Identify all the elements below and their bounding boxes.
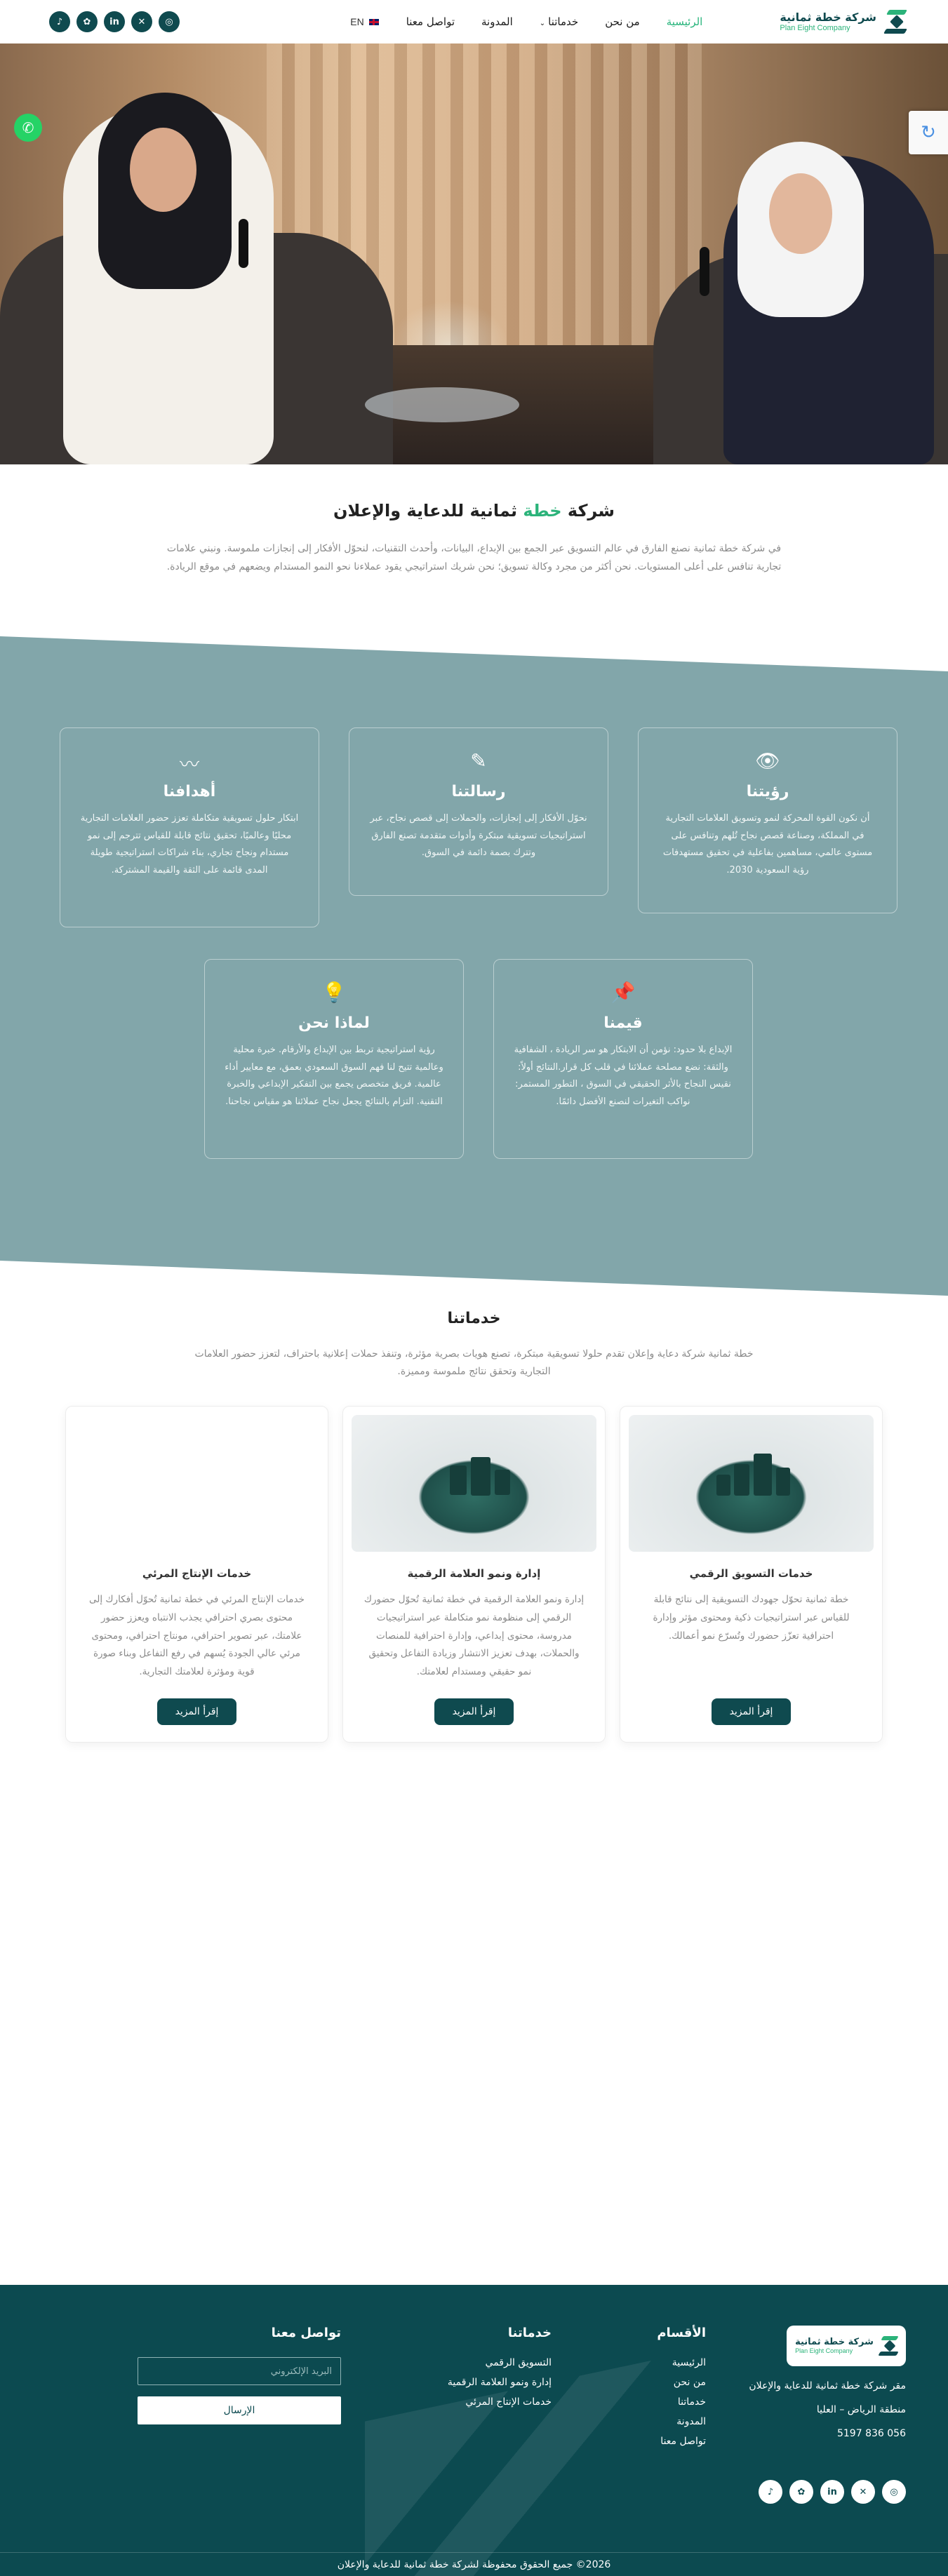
whatsapp-icon[interactable]: ✆ [14,114,42,142]
nav-contact[interactable]: تواصل معنا [406,15,455,28]
email-field[interactable] [138,2357,341,2385]
x-icon[interactable]: ✕ [131,11,152,32]
nav-blog[interactable]: المدونة [481,15,513,28]
services-section [0,1296,948,2285]
pen-icon: ✎ [470,749,487,772]
site-footer [0,2285,948,2576]
logo-mark [882,8,906,35]
footer-brand [688,2326,906,2504]
value-card-text: ابتكار حلول تسويقية متكاملة تعزز حضور العلامات التجارية محليًا وعالميًا، تحقيق نتائج قابلة للقياس تترجم إلى نمو مستدام ونجاح تجاري، بناء شراكات استراتيجية طويلة المدى قائمة على الثقة والقيمة المشتركة. [80,813,299,876]
nav-services[interactable] [540,15,578,28]
service-title: إدارة ونمو العلامة الرقمية [407,1567,541,1581]
logo-arabic-text: شركة خطة ثمانية [795,2336,874,2347]
growth-icon: 〰 [179,753,199,776]
read-more-button[interactable]: إقرأ المزيد [712,1698,792,1725]
logo-english-text: Plan Eight Company [795,2347,853,2355]
value-card-text: رؤية استراتيجية تربط بين الإبداع والأرقام. خبرة محلية وعالمية تتيح لنا فهم السوق السعودي بعمق، مع معايير أداء عالمية. فريق متخصص يجمع بين التفكير الإبداعي والخبرة التقنية. التزام بالنتائج يجعل نجاح عملائنا هو مقياس نجاحنا. [225,1045,443,1108]
eye-icon: 👁 [755,749,780,772]
service-image [74,1415,319,1552]
read-more-button[interactable]: إقرأ المزيد [157,1698,237,1725]
intro-title-accent: خطة [523,501,562,521]
nav-about[interactable]: من نحن [605,15,640,28]
uk-flag-icon [368,18,380,26]
intro-section [0,464,948,640]
footer-socials [688,2480,906,2504]
value-card-title: رسالتنا [451,783,506,800]
footer-phone[interactable]: 056 836 5197 [836,2428,906,2439]
footer-district: منطقة الرياض – العليا [816,2404,906,2415]
service-card [342,1406,606,1743]
footer-sections [552,2326,706,2504]
service-image [629,1415,874,1552]
footer-link[interactable]: خدماتنا [677,2396,706,2408]
logo-mark [878,2335,897,2357]
site-logo[interactable] [780,8,906,35]
tiktok-icon[interactable]: ♪ [49,11,70,32]
value-card-text: نحوّل الأفكار إلى إنجازات، والحملات إلى قصص نجاح، عبر استراتيجيات تسويقية مبتكرة وأدوات متقدمة تصنع الفارق وتترك بصمة دائمة في السوق. [370,813,587,859]
logo-english-text: Plan Eight Company [780,24,850,32]
footer-link[interactable]: تواصل معنا [660,2436,706,2447]
linkedin-icon[interactable]: in [820,2480,844,2504]
service-image [352,1415,596,1552]
footer-sections-title: الأقسام [657,2326,706,2340]
linkedin-icon[interactable]: in [104,11,125,32]
service-text: خطة ثمانية تحوّل جهودك التسويقية إلى نتائج قابلة للقياس عبر استراتيجيات ذكية ومحتوى مؤثر وإدارة احترافية تعزّز حضورك وتُسرّع نمو أعمالك. [653,1594,850,1642]
service-title: خدمات التسويق الرقمي [689,1567,813,1581]
footer-link[interactable]: المدونة [676,2416,706,2427]
service-card [65,1406,328,1743]
tiktok-icon[interactable]: ♪ [759,2480,782,2504]
service-title: خدمات الإنتاج المرئي [142,1567,252,1581]
intro-text: في شركة خطة ثمانية نصنع الفارق في عالم التسويق عبر الجمع بين الإبداع، البيانات، وأحدث التقنيات، لنحوّل الأفكار إلى إنجازات ملموسة. ونبني علامات تجارية تنافس على أعلى المستويات. نحن أكثر من مجرد وكالة تسويق؛ نحن شريك استراتيجي يقود عملاءنا نحو النمو المستدام ويضعهم في موقع الريادة. [166,543,782,572]
nav-home[interactable]: الرئيسية [666,15,703,28]
hero-image [0,43,948,464]
instagram-icon[interactable]: ◎ [882,2480,906,2504]
values-band [0,636,948,1296]
x-icon[interactable]: ✕ [851,2480,875,2504]
value-card-title: لماذا نحن [298,1014,370,1032]
intro-title [0,501,948,521]
lang-label: EN [350,16,364,27]
footer-link[interactable]: من نحن [673,2377,706,2388]
footer-contact [138,2326,341,2504]
footer-link[interactable]: الرئيسية [672,2357,706,2368]
site-header [0,0,948,43]
language-switch[interactable] [350,16,379,27]
value-card-values [493,959,753,1159]
service-text: إدارة ونمو العلامة الرقمية في خطة ثمانية تُحوّل حضورك الرقمي إلى منظومة نمو متكاملة عبر استراتيجيات مدروسة، محتوى إبداعي، وإدارة احترافية للمنصات والحملات، بهدف تعزيز الانتشار وزيادة التفاعل وتحقيق نمو حقيقي ومستدام لعلامتك. [363,1594,585,1677]
pin-icon: 📌 [610,981,636,1004]
main-nav [180,15,752,28]
instagram-icon[interactable]: ◎ [159,11,180,32]
footer-contact-title: تواصل معنا [271,2326,341,2340]
value-card-vision [638,727,897,913]
footer-services-title: خدماتنا [507,2326,552,2340]
intro-title-part: شركة [567,501,615,521]
value-card-mission [349,727,608,896]
recaptcha-badge-icon: ↻ [909,111,948,154]
send-button[interactable]: الإرسال [138,2396,341,2424]
copyright: 2026© جميع الحقوق محفوظة لشركة خطة ثمانية للدعاية والإعلان [0,2552,948,2576]
value-card-why-us [204,959,464,1159]
footer-link[interactable]: التسويق الرقمي [485,2357,552,2368]
service-card [620,1406,883,1743]
footer-link[interactable]: إدارة ونمو العلامة الرقمية [447,2377,552,2388]
value-card-text: الإبداع بلا حدود: نؤمن أن الابتكار هو سر الريادة ، الشفافية والثقة: نضع مصلحة عملائنا في قلب كل قرار.النتائج أولاً: نقيس النجاح بالأثر الحقيقي في السوق ، التطور المستمر: نواكب التغيرات لنصنع الأفضل دائمًا. [514,1045,733,1108]
header-socials [49,11,180,32]
chevron-down-icon: ⌄ [539,20,546,27]
footer-logo[interactable] [787,2326,906,2366]
services-title: خدماتنا [447,1310,501,1327]
value-card-title: أهدافنا [163,783,216,800]
snapchat-icon[interactable]: ✿ [76,11,98,32]
value-card-title: رؤيتنا [746,783,789,800]
footer-address: مقر شركة خطة ثمانية للدعاية والإعلان [749,2380,906,2391]
footer-services [383,2326,552,2504]
value-card-text: أن نكون القوة المحركة لنمو وتسويق العلامات التجارية في المملكة، وصناعة قصص نجاح تُلهم وتنافس على مستوى عالمي، مساهمين بفاعلية في تحقيق مستهدفات رؤية السعودية 2030. [662,813,873,876]
service-text: خدمات الإنتاج المرئي في خطة ثمانية تُحوّل أفكارك إلى محتوى بصري احترافي يجذب الانتباه ويعزز حضور علامتك، عبر تصوير احترافي، مونتاج احترافي، ومحتوى مرئي عالي الجودة يُسهم في رفع التفاعل وبناء صورة قوية ومؤثرة لعلامتك التجارية. [89,1594,305,1677]
read-more-button[interactable]: إقرأ المزيد [434,1698,514,1725]
value-card-title: قيمنا [603,1014,643,1032]
nav-services-label: خدماتنا [548,15,579,28]
snapchat-icon[interactable]: ✿ [789,2480,813,2504]
bulb-icon: 💡 [321,981,347,1004]
intro-title-part: ثمانية للدعاية والإعلان [333,501,517,521]
footer-link[interactable]: خدمات الإنتاج المرئي [465,2396,552,2408]
services-lead: خطة ثمانية شركة دعاية وإعلان تقدم حلولا تسويقية مبتكرة، تصنع هويات بصرية مؤثرة، وتنفذ حملات إعلانية باحتراف، لتعزز حضور العلامات التجارية وتحقق نتائج ملموسة ومميزة. [194,1348,754,1378]
value-card-goals [60,727,319,927]
logo-arabic-text: شركة خطة ثمانية [780,10,876,24]
